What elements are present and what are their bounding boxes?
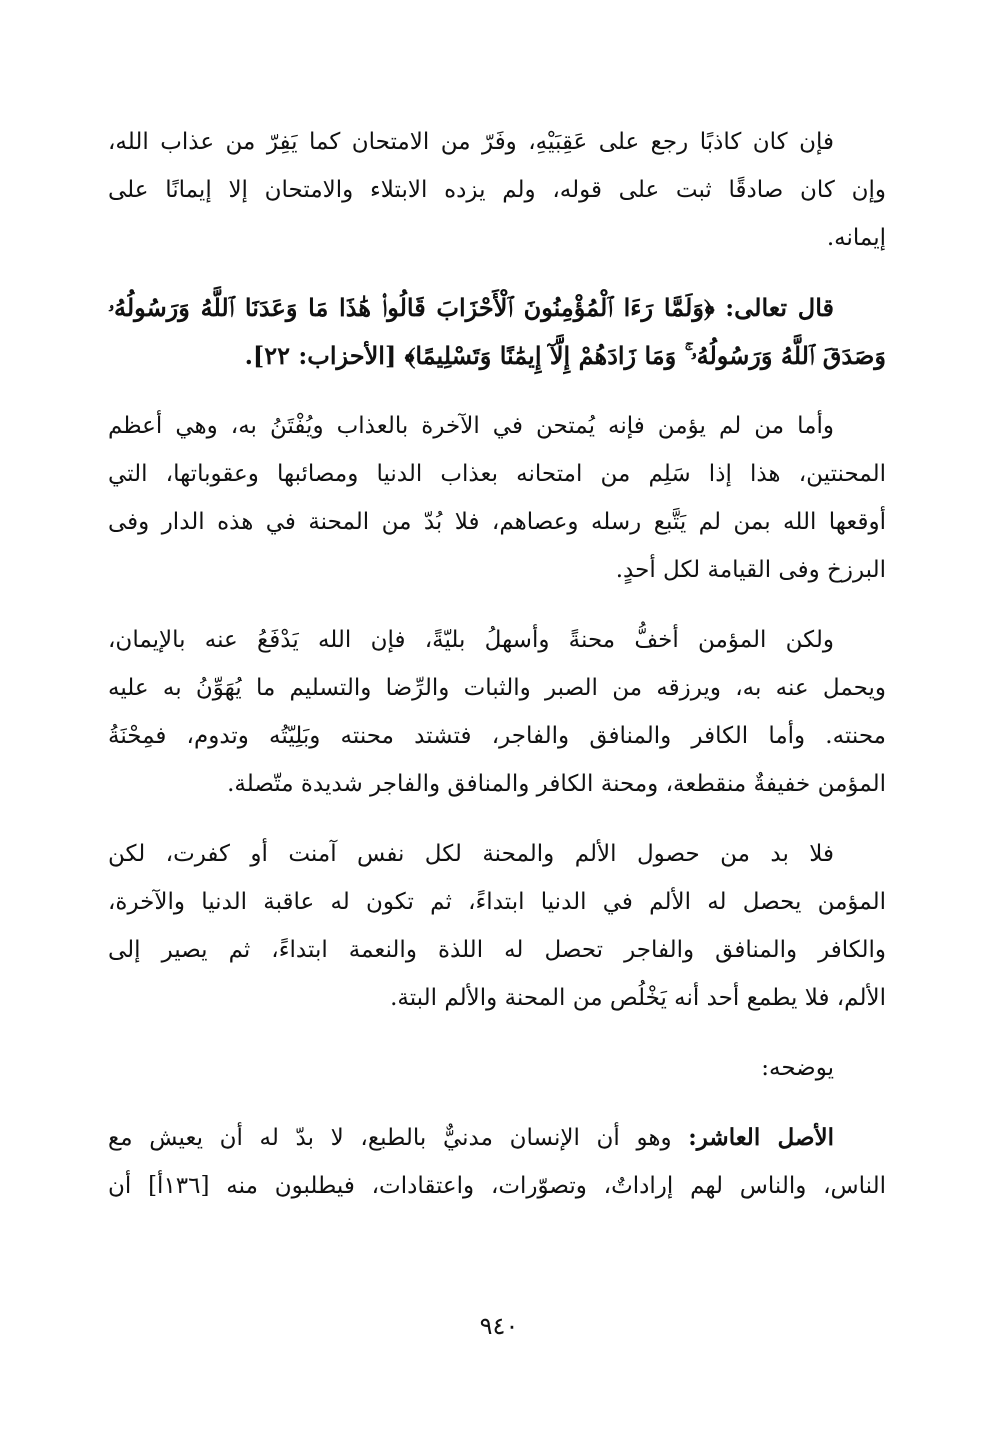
text-line: الناس، والناس لهم إراداتٌ، وتصوّرات، واعتقادات، فيطلبون منه [١٣٦أ] أن	[108, 1173, 886, 1199]
section-heading: الأصل العاشر:	[688, 1124, 835, 1151]
quran-verse-paragraph	[108, 284, 886, 380]
text-line: والكافر والمنافق والفاجر تحصل له اللذة والنعمة ابتداءً، ثم يصير إلى	[108, 937, 886, 963]
page-body	[108, 118, 886, 1232]
text-line: الألم، فلا يطمع أحد أنه يَخْلُص من المحنة والألم البتة.	[390, 985, 886, 1011]
text-line: المؤمن خفيفةٌ منقطعة، ومحنة الكافر والمنافق والفاجر شديدة متّصلة.	[227, 771, 886, 797]
text-run: وهو أن الإنسان مدنيٌّ بالطبع، لا بدّ له أن يعيش مع	[108, 1125, 689, 1151]
page-number: ٩٤٠	[479, 1312, 519, 1340]
text-line: فلا بد من حصول الألم والمحنة لكل نفس آمنت أو كفرت، لكن	[108, 841, 834, 867]
paragraph-7	[108, 1114, 886, 1210]
paragraph-1	[108, 118, 886, 262]
text-line: قال تعالى: ﴿وَلَمَّا رَءَا ٱلْمُؤْمِنُونَ ٱلْأَحْزَابَ قَالُوا۟ هَٰذَا مَا وَعَدَنَا ٱللَّهُ وَرَسُولُهُۥ	[108, 293, 834, 322]
text-line: ويحمل عنه به، ويرزقه من الصبر والثبات والرِّضا والتسليم ما يُهَوِّنُ به عليه	[108, 675, 886, 701]
paragraph-3	[108, 402, 886, 594]
text-line: وأما من لم يؤمن فإنه يُمتحن في الآخرة بالعذاب ويُفْتَنُ به، وهي أعظم	[108, 413, 834, 439]
paragraph-6	[108, 1044, 886, 1092]
text-line: فإن كان كاذبًا رجع على عَقِبَيْهِ، وفَرّ من الامتحان كما يَفِرّ من عذاب الله،	[108, 129, 834, 155]
text-line: وَصَدَقَ ٱللَّهُ وَرَسُولُهُۥ ۚ وَمَا زَادَهُمْ إِلَّآ إِيمَٰنًا وَتَسْلِيمًا﴾ [الأحزاب: ٢٢].	[244, 341, 886, 370]
text-line: إيمانه.	[826, 225, 886, 251]
paragraph-5	[108, 830, 886, 1022]
text-line: يوضحه:	[761, 1055, 834, 1081]
text-line	[108, 1114, 886, 1162]
text-line: أوقعها الله بمن لم يَتَّبع رسله وعصاهم، فلا بُدّ من المحنة في هذه الدار وفى	[108, 509, 886, 535]
paragraph-4	[108, 616, 886, 808]
text-line: وإن كان صادقًا ثبت على قوله، ولم يزده الابتلاء والامتحان إلا إيمانًا على	[108, 177, 886, 203]
text-line: البرزخ وفى القيامة لكل أحدٍ.	[615, 557, 886, 583]
text-line: محنته. وأما الكافر والمنافق والفاجر، فتشتد محنته وبَلِيّتُه وتدوم، فمِحْنَةُ	[108, 723, 886, 749]
text-line: ولكن المؤمن أخفُّ محنةً وأسهلُ بليّةً، فإن الله يَدْفَعُ عنه بالإيمان،	[108, 627, 834, 653]
text-line: المحنتين، هذا إذا سَلِم من امتحانه بعذاب الدنيا ومصائبها وعقوباتها، التي	[108, 461, 886, 487]
text-line: المؤمن يحصل له الألم في الدنيا ابتداءً، ثم تكون له عاقبة الدنيا والآخرة،	[108, 889, 886, 915]
